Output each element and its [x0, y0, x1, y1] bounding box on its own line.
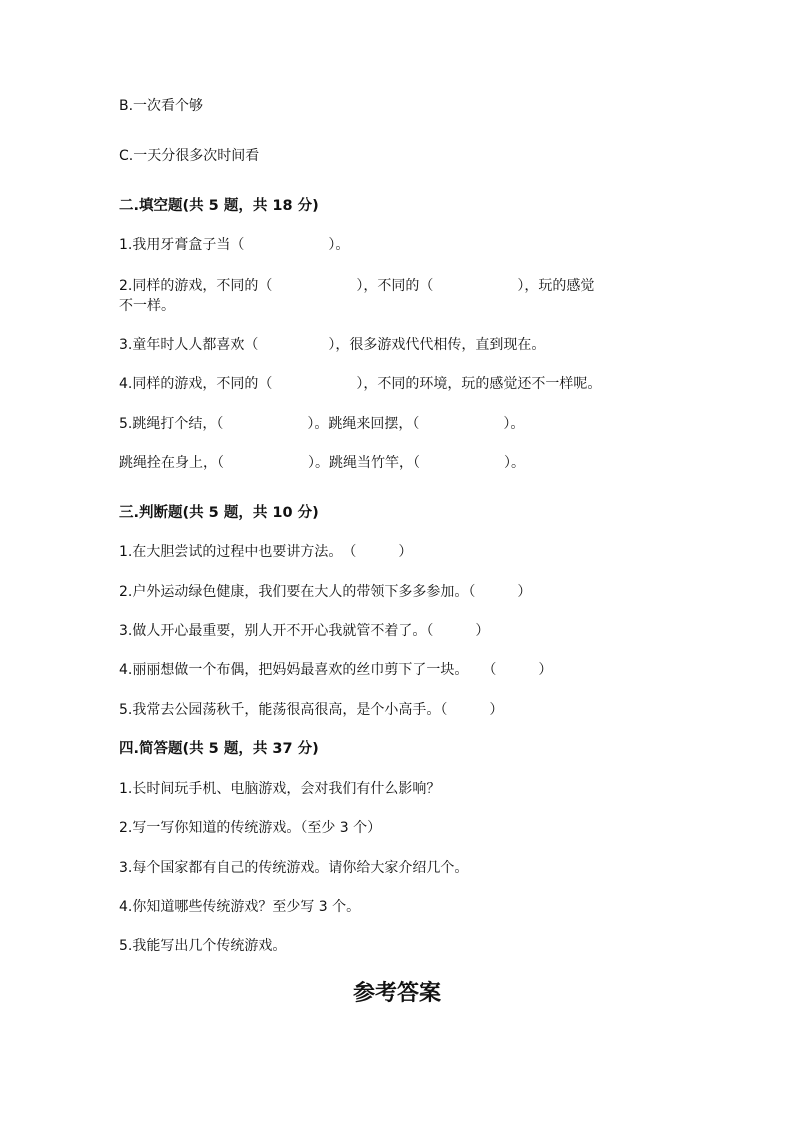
short-answer-question-4: 4.你知道哪些传统游戏？至少写 3 个。	[119, 899, 361, 915]
choice-option-c: C.一天分很多次时间看	[119, 148, 260, 164]
choice-option-b: B.一次看个够	[119, 98, 204, 114]
fill-blank-question-1: 1.我用牙膏盒子当（ ）。	[119, 237, 350, 253]
fill-blank-question-5a: 5.跳绳打个结，（ ）。跳绳来回摆，（ ）。	[119, 416, 525, 432]
true-false-question-5: 5.我常去公园荡秋千，能荡很高很高，是个小高手。（ ）	[119, 702, 504, 718]
section-heading-true-false: 三.判断题(共 5 题，共 10 分)	[119, 505, 319, 521]
true-false-question-4: 4.丽丽想做一个布偶，把妈妈最喜欢的丝巾剪下了一块。 （ ）	[119, 662, 553, 678]
true-false-question-2: 2.户外运动绿色健康，我们要在大人的带领下多多参加。（ ）	[119, 584, 532, 600]
true-false-question-3: 3.做人开心最重要，别人开不开心我就管不着了。（ ）	[119, 623, 490, 639]
fill-blank-question-5b: 跳绳拴在身上，（ ）。跳绳当竹竿，（ ）。	[119, 455, 525, 471]
fill-blank-question-3: 3.童年时人人都喜欢（ ），很多游戏代代相传，直到现在。	[119, 337, 546, 353]
short-answer-question-2: 2.写一写你知道的传统游戏。（至少 3 个）	[119, 820, 382, 836]
answers-title: 参考答案	[352, 980, 441, 1006]
short-answer-question-3: 3.每个国家都有自己的传统游戏。请你给大家介绍几个。	[119, 860, 469, 876]
fill-blank-question-4: 4.同样的游戏，不同的（ ），不同的环境，玩的感觉还不一样呢。	[119, 376, 602, 392]
short-answer-question-1: 1.长时间玩手机、电脑游戏，会对我们有什么影响？	[119, 781, 441, 797]
fill-blank-question-2: 2.同样的游戏，不同的（ ），不同的（ ），玩的感觉 不一样。	[119, 278, 595, 314]
section-heading-short-answer: 四.简答题(共 5 题，共 37 分)	[119, 741, 319, 757]
true-false-question-1: 1.在大胆尝试的过程中也要讲方法。 （ ）	[119, 544, 413, 560]
short-answer-question-5: 5.我能写出几个传统游戏。	[119, 938, 287, 954]
section-heading-fill-blank: 二.填空题(共 5 题，共 18 分)	[119, 198, 319, 214]
